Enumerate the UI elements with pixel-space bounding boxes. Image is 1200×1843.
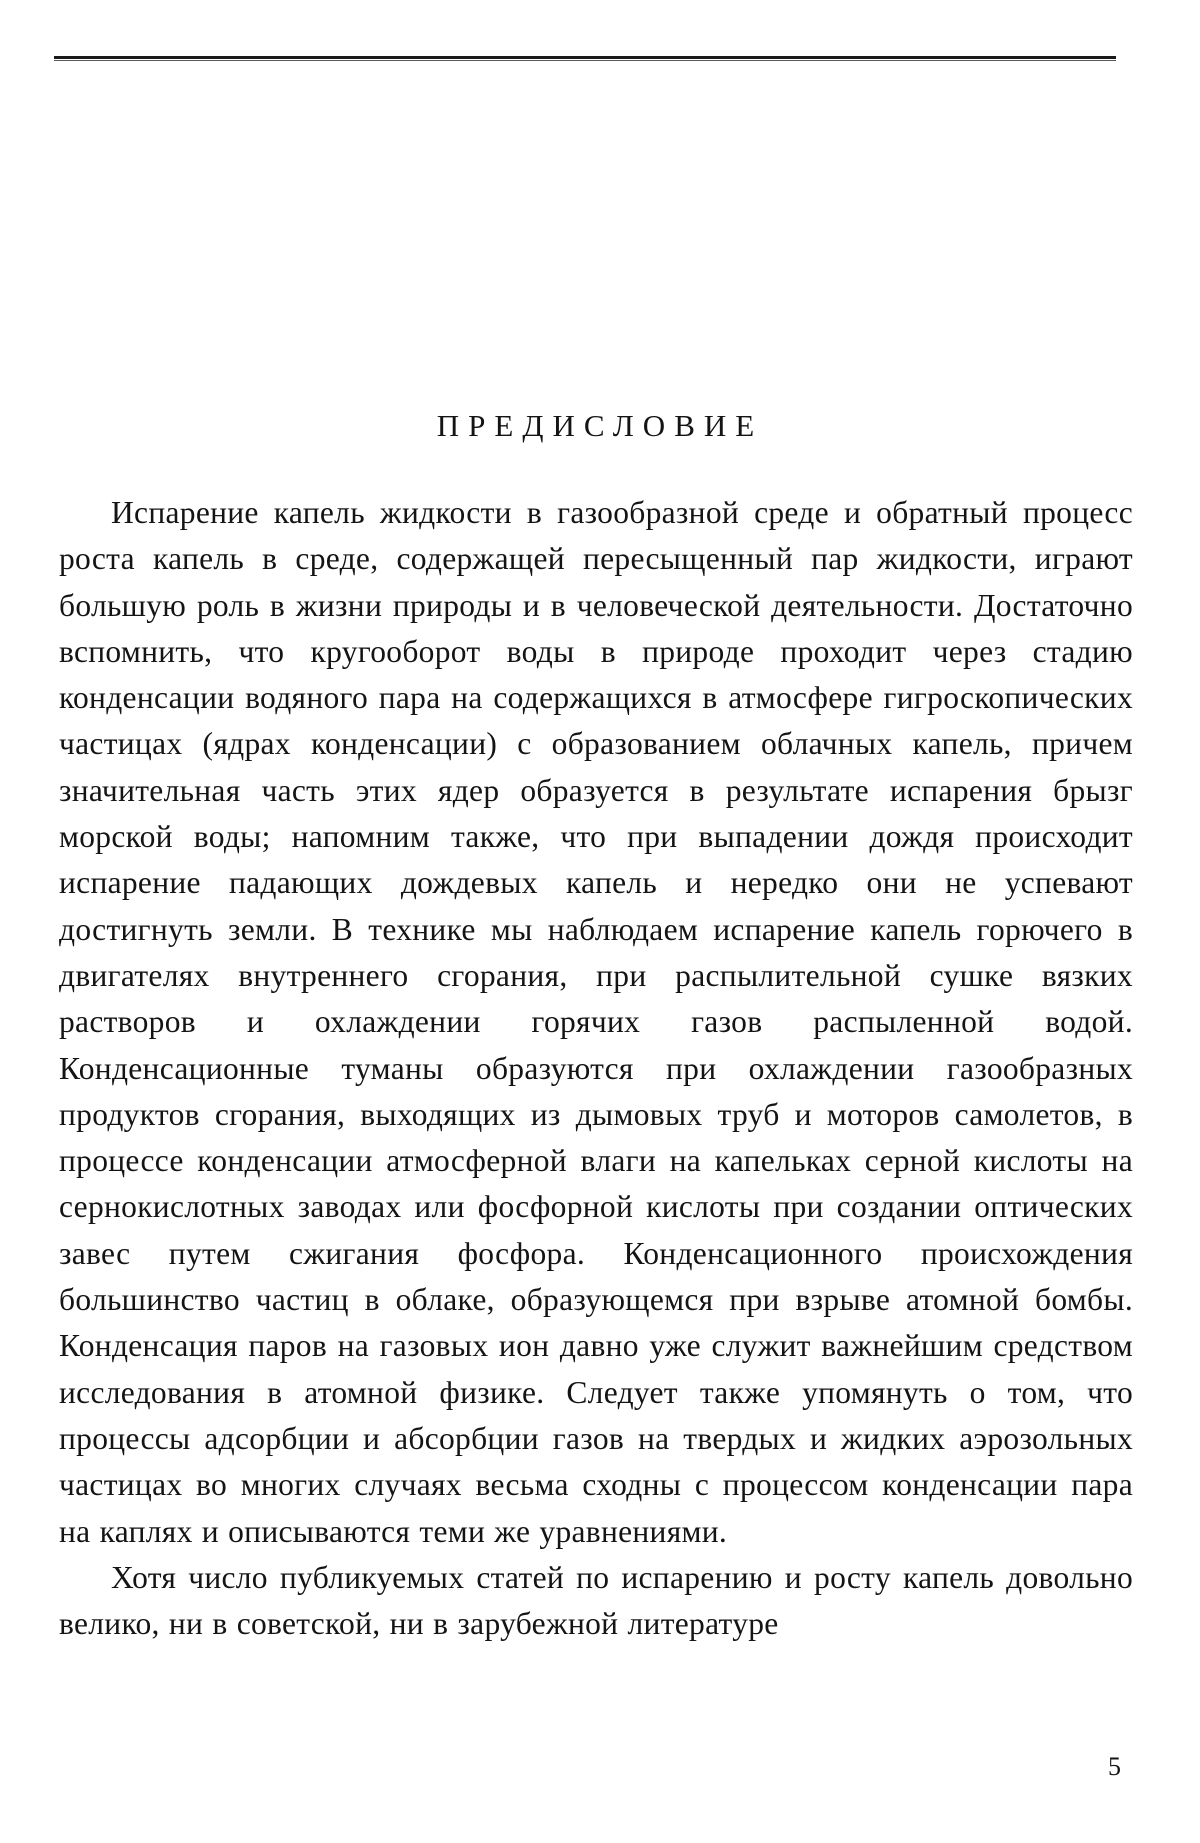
page-number: 5 xyxy=(1108,1752,1121,1781)
page-heading: ПРЕДИСЛОВИЕ xyxy=(436,408,764,443)
top-rule xyxy=(54,56,1116,59)
top-rule-shadow xyxy=(54,60,1116,61)
paragraph-2: Хотя число публикуемых статей по испарению и росту капель довольно велико, ни в советской, ни в зарубежной литературе xyxy=(59,1559,1133,1642)
paragraph-1: Испарение капель жидкости в газообразной среде и обратный процесс роста капель в среде, содержащей пересыщенный пар жидкости, играют большую роль в жизни природы и в человеческой деятельности. Достаточно вспомнить, что кругооборот воды в природе проходит через стадию конденсации водяного пара на содержащихся в атмосфере гигроскопических частицах (ядрах конденсации) с образованием облачных капель, причем значительная часть этих ядер образуется в результате испарения брызг морской воды; напомним также, что при выпадении дождя происходит испарение падающих дождевых капель и нередко они не успевают достигнуть земли. В технике мы наблюдаем испарение капель горючего в двигателях внутреннего сгорания, при распылительной сушке вязких растворов и охлаждении горячих газов распыленной водой. Конденсационные туманы образуются при охлаждении газообразных продуктов сгорания, выходящих из дымовых труб и моторов самолетов, в процессе конденсации атмосферной влаги на капельках серной кислоты на сернокислотных заводах или фосфорной кислоты при создании оптических завес путем сжигания фосфора. Конденсационного происхождения большинство частиц в облаке, образующемся при взрыве атомной бомбы. Конденсация паров на газовых ион давно уже служит важнейшим средством исследования в атомной физике. Следует также упомянуть о том, что процессы адсорбции и абсорбции газов на твердых и жидких аэрозольных частицах во многих случаях весьма сходны с процессом конденсации пара на каплях и описываются теми же уравнениями. xyxy=(59,495,1133,1549)
body-text xyxy=(59,490,1133,1647)
